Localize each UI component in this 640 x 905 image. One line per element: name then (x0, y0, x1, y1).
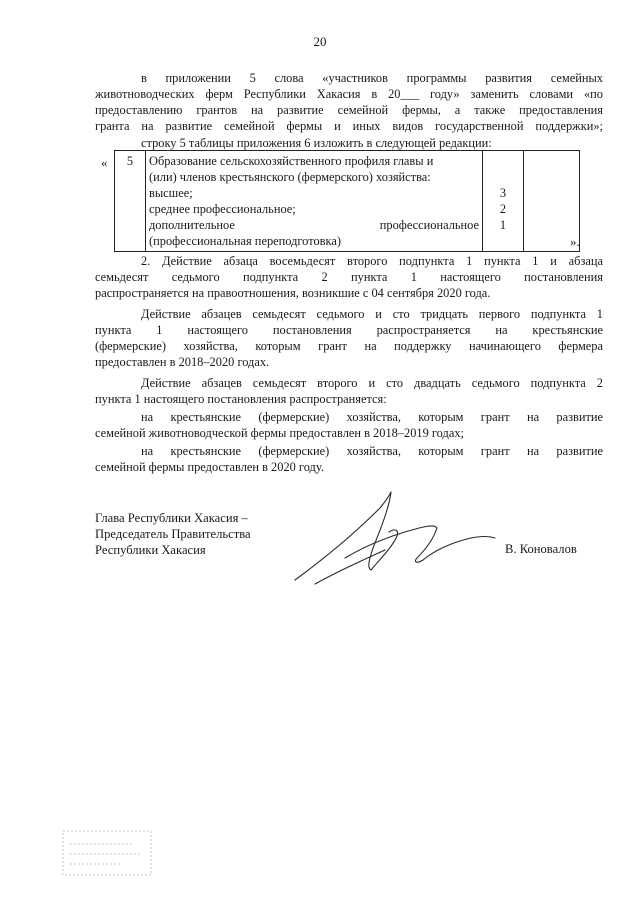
score-value: 1 (499, 218, 507, 232)
score-value: 2 (499, 202, 507, 216)
criterion-title: (или) членов крестьянского (фермерского) хозяйства: (149, 170, 431, 184)
paragraph-line: на крестьянские (фермерские) хозяйства, которым грант на развитие (141, 444, 603, 458)
intro-line: гранта на развитие семейной фермы и иных видов государственной поддержки»; (95, 119, 603, 133)
criterion-item: высшее; (149, 186, 193, 200)
criterion-item: среднее профессиональное; (149, 202, 296, 216)
row-number: 5 (115, 151, 146, 252)
paragraph-line: пункта 1 настоящего постановления распространяется: (95, 392, 387, 406)
page-number: 20 (313, 34, 327, 49)
paragraph-line: семьдесят седьмого подпункта 2 пункта 1 настоящего постановления (95, 270, 603, 284)
close-quote: ». (570, 234, 580, 249)
criterion-title: Образование сельскохозяйственного профиля главы и (149, 154, 434, 168)
paragraph-line: на крестьянские (фермерские) хозяйства, которым грант на развитие (141, 410, 603, 424)
intro-line: животноводческих ферм Республики Хакасия в 20___ году» заменить словами «по (95, 87, 603, 101)
signatory-title (95, 510, 251, 558)
open-quote: « (101, 155, 108, 170)
criterion-item-part: профессиональное (379, 218, 479, 232)
criterion-item-part: дополнительное (149, 218, 235, 232)
signatory-title-line: Глава Республики Хакасия – (95, 511, 248, 525)
score-value: 3 (499, 186, 507, 200)
paragraph-line: предоставлен в 2018–2020 годах. (95, 355, 270, 369)
paragraph-line: распространяется на правоотношения, возникшие с 04 сентября 2020 года. (95, 286, 491, 300)
row-criterion-cell (146, 151, 483, 252)
criterion-item: (профессиональная переподготовка) (149, 234, 341, 248)
signatory-title-line: Председатель Правительства (95, 527, 251, 541)
intro-paragraph (95, 70, 603, 151)
registration-stamp (62, 830, 152, 876)
intro-line: строку 5 таблицы приложения 6 изложить в следующей редакции: (141, 136, 492, 150)
amended-table-row (114, 150, 580, 252)
paragraph-line: 2. Действие абзаца восемьдесят второго подпункта 1 пункта 1 и абзаца (141, 254, 603, 268)
paragraph-line: (фермерские) хозяйства, которым грант на поддержку начинающего фермера (95, 339, 603, 353)
paragraph-line: Действие абзацев семьдесят второго и сто двадцать седьмого подпункта 2 (141, 376, 603, 390)
criterion-item (149, 217, 479, 233)
row-score-cell (483, 151, 524, 252)
paragraph-line: семейной животноводческой фермы предоставлен в 2018–2019 годах; (95, 426, 464, 440)
signatory-title-line: Республики Хакасия (95, 543, 206, 557)
paragraph-line: семейной фермы предоставлен в 2020 году. (95, 460, 324, 474)
intro-line: предоставлению грантов на развитие семейной фермы, а также предоставления (95, 103, 603, 117)
signatory-name: В. Коновалов (505, 542, 577, 556)
body-paragraphs (95, 253, 603, 475)
paragraph-line: пункта 1 настоящего постановления распространяется на крестьянские (95, 323, 603, 337)
paragraph-line: Действие абзацев семьдесят седьмого и сто тридцать первого подпункта 1 (141, 307, 603, 321)
intro-line: в приложении 5 слова «участников программы развития семейных (141, 71, 603, 85)
handwritten-signature (285, 488, 505, 588)
